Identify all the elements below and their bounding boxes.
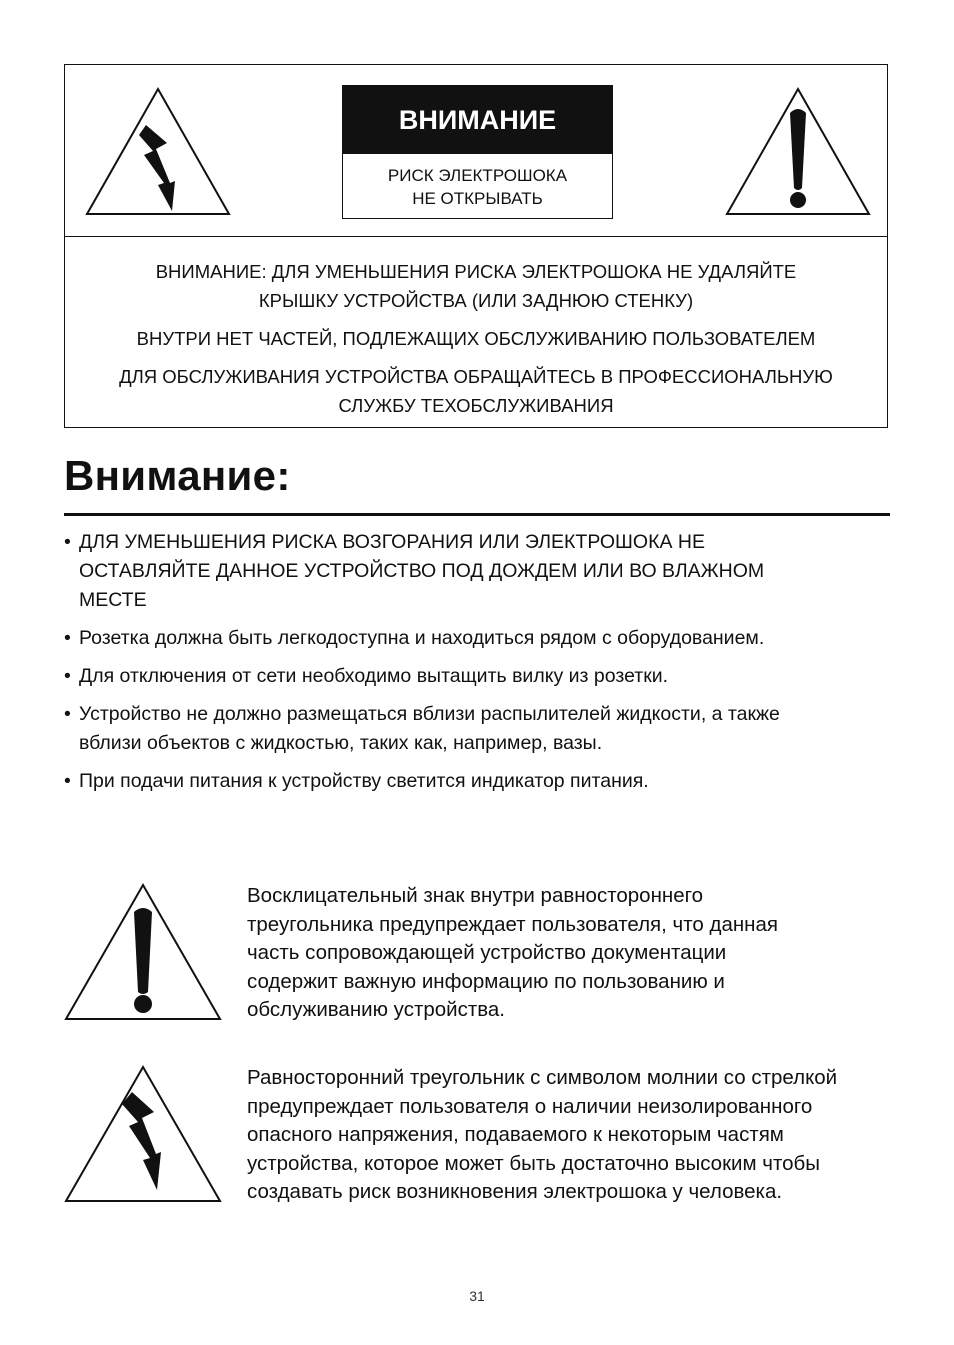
list-item-line: ОСТАВЛЯЙТЕ ДАННОЕ УСТРОЙСТВО ПОД ДОЖДЕМ ИЛИ ВО ВЛАЖНОМ xyxy=(79,560,765,582)
description-line: Равносторонний треугольник с символом молнии со стрелкой xyxy=(247,1066,838,1089)
bullet-list xyxy=(64,528,890,805)
bullet-marker: • xyxy=(64,770,71,792)
exclamation-triangle-icon xyxy=(723,85,873,218)
description-line: Восклицательный знак внутри равностороннего xyxy=(247,884,704,907)
warning-line: ВНИМАНИЕ: ДЛЯ УМЕНЬШЕНИЯ РИСКА ЭЛЕКТРОШОКА НЕ УДАЛЯЙТЕ xyxy=(155,261,797,282)
bullet-marker: • xyxy=(64,703,71,725)
warning-line: ДЛЯ ОБСЛУЖИВАНИЯ УСТРОЙСТВА ОБРАЩАЙТЕСЬ В ПРОФЕССИОНАЛЬНУЮ xyxy=(119,366,833,387)
list-item-line: Для отключения от сети необходимо вытащить вилку из розетки. xyxy=(79,665,669,687)
list-item-line: ДЛЯ УМЕНЬШЕНИЯ РИСКА ВОЗГОРАНИЯ ИЛИ ЭЛЕКТРОШОКА НЕ xyxy=(79,531,705,553)
warning-line: КРЫШКУ УСТРОЙСТВА (ИЛИ ЗАДНЮЮ СТЕНКУ) xyxy=(258,290,694,311)
list-item-line: Розетка должна быть легкодоступна и находиться рядом с оборудованием. xyxy=(79,627,765,649)
warning-box xyxy=(64,64,888,428)
description-line: предупреждает пользователя о наличии неизолированного xyxy=(247,1094,813,1118)
bullet-marker: • xyxy=(64,665,71,687)
bullet-marker: • xyxy=(64,531,71,553)
caution-label-text xyxy=(343,154,612,210)
list-item-line: МЕСТЕ xyxy=(79,589,147,611)
caution-label xyxy=(342,85,613,219)
page-number: 31 xyxy=(469,1288,485,1304)
lightning-symbol-description xyxy=(247,1064,837,1207)
description-line: часть сопровождающей устройство документации xyxy=(247,941,727,965)
description-line: обслуживанию устройства. xyxy=(247,998,505,1022)
warning-text xyxy=(65,237,887,420)
description-line: опасного напряжения, подаваемого к некоторым частям xyxy=(247,1123,784,1147)
lightning-triangle-icon xyxy=(83,85,233,218)
warning-header xyxy=(65,65,887,237)
list-item-line: При подачи питания к устройству светится индикатор питания. xyxy=(79,770,649,792)
caution-label-title: ВНИМАНИЕ xyxy=(343,86,612,154)
description-line: устройства, которое может быть достаточно высоким чтобы xyxy=(247,1151,820,1175)
list-item-line: Устройство не должно размещаться вблизи распылителей жидкости, а также xyxy=(79,703,780,725)
warning-line: СЛУЖБУ ТЕХОБСЛУЖИВАНИЯ xyxy=(338,395,614,416)
warning-line: ВНУТРИ НЕТ ЧАСТЕЙ, ПОДЛЕЖАЩИХ ОБСЛУЖИВАНИЮ ПОЛЬЗОВАТЕЛЕМ xyxy=(136,328,816,349)
description-line: создавать риск возникновения электрошока у человека. xyxy=(247,1180,783,1204)
page-title: Внимание: xyxy=(64,452,291,499)
lightning-triangle-icon xyxy=(64,1064,222,1209)
exclamation-triangle-icon xyxy=(64,882,222,1027)
list-item xyxy=(64,624,890,653)
caution-label-line: НЕ ОТКРЫВАТЬ xyxy=(412,189,543,208)
list-item-line: вблизи объектов с жидкостью, таких как, например, вазы. xyxy=(79,732,603,754)
list-item xyxy=(64,767,890,796)
bullet-marker: • xyxy=(64,627,71,649)
description-line: содержит важную информацию по пользованию и xyxy=(247,969,725,993)
list-item xyxy=(64,528,890,615)
title-divider xyxy=(64,513,890,516)
list-item xyxy=(64,662,890,691)
list-item xyxy=(64,700,890,758)
exclamation-symbol-description xyxy=(247,882,778,1025)
description-line: треугольника предупреждает пользователя, что данная xyxy=(247,912,778,936)
caution-label-line: РИСК ЭЛЕКТРОШОКА xyxy=(387,166,568,185)
